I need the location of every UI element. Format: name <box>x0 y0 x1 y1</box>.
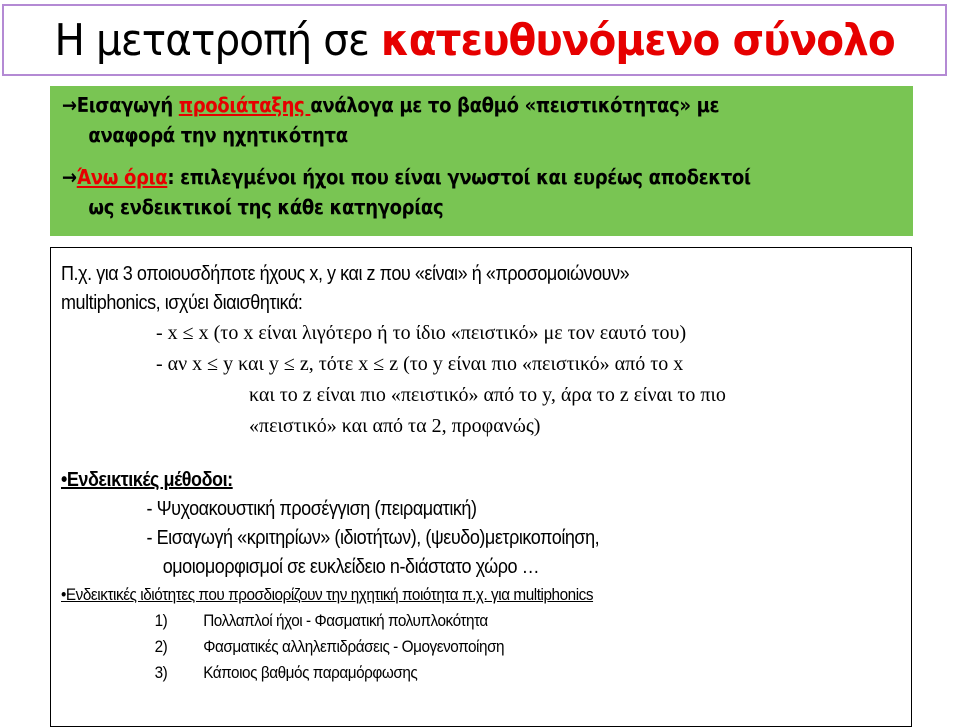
rule-transitive-2: και το z είναι πιο «πειστικό» από το y, άρα το z είναι το πιο <box>249 384 726 406</box>
intro-line-2: multiphonics, ισχύει διαισθητικά: <box>61 292 303 314</box>
bullet-1 <box>62 90 802 120</box>
property-item <box>61 608 826 634</box>
bullet-2-continuation: ως ενδεικτικοί της κάθε κατηγορίας <box>88 195 444 219</box>
bullet-2-post: : επιλεγμένοι ήχοι που είναι γνωστοί και ευρέως αποδεκτοί <box>167 165 751 189</box>
title-box <box>2 4 947 76</box>
rule-transitive-3: «πειστικό» και από τα 2, προφανώς) <box>249 415 541 437</box>
rule-reflexive: - x ≤ x (το x είναι λιγότερο ή το ίδιο «πειστικό» με τον εαυτό του) <box>156 322 687 344</box>
property-text: Φασματικές αλληλεπιδράσεις - Ομογενοποίηση <box>203 637 505 656</box>
intro-line-1: Π.χ. για 3 οποιουσδήποτε ήχους x, y και z που «είναι» ή «προσομοιώνουν» <box>61 263 630 285</box>
property-text: Κάποιος βαθμός παραμόρφωσης <box>203 663 418 682</box>
property-text: Πολλαπλοί ήχοι - Φασματική πολυπλοκότητα <box>203 611 488 630</box>
method-1: - Ψυχοακουστική προσέγγιση (πειραματική) <box>146 498 477 520</box>
rule-transitive-1: - αν x ≤ y και y ≤ z, τότε x ≤ z (το y είναι πιο «πειστικό» από το x <box>156 353 684 375</box>
property-item <box>61 634 826 660</box>
bullet-1-pre: Εισαγωγή <box>76 93 179 117</box>
title-accent: κατευθυνόμενο σύνολο <box>380 14 895 66</box>
bullet-1-post: ανάλογα με το βαθμό «πειστικότητας» με <box>310 93 720 117</box>
property-number: 3) <box>154 663 168 682</box>
properties-heading: •Ενδεικτικές ιδιότητες που προσδιορίζουν την ηχητική ποιότητα π.χ. για multiphonics <box>61 585 594 604</box>
bullet-1-continuation: αναφορά την ηχητικότητα <box>88 123 348 147</box>
slide-title <box>54 15 894 66</box>
arrow-icon: → <box>62 165 77 189</box>
property-number: 2) <box>154 637 168 656</box>
green-bullets-box <box>50 86 913 236</box>
property-number: 1) <box>154 611 168 630</box>
property-item <box>61 660 826 686</box>
bullet-1-highlight: προδιάταξης <box>178 93 311 117</box>
methods-heading: •Ενδεικτικές μέθοδοι: <box>61 469 233 491</box>
content-box <box>50 247 912 727</box>
bullet-2 <box>62 162 802 192</box>
arrow-icon: → <box>62 93 77 117</box>
bullet-2-highlight: Άνω όρια <box>76 165 168 189</box>
method-2-continuation: ομοιομορφισμοί σε ευκλείδειο n-διάστατο χώρο … <box>162 556 540 578</box>
title-plain: Η μετατροπή σε <box>54 14 381 66</box>
method-2: - Εισαγωγή «κριτηρίων» (ιδιοτήτων), (ψευδο)μετρικοποίηση, <box>146 527 600 549</box>
